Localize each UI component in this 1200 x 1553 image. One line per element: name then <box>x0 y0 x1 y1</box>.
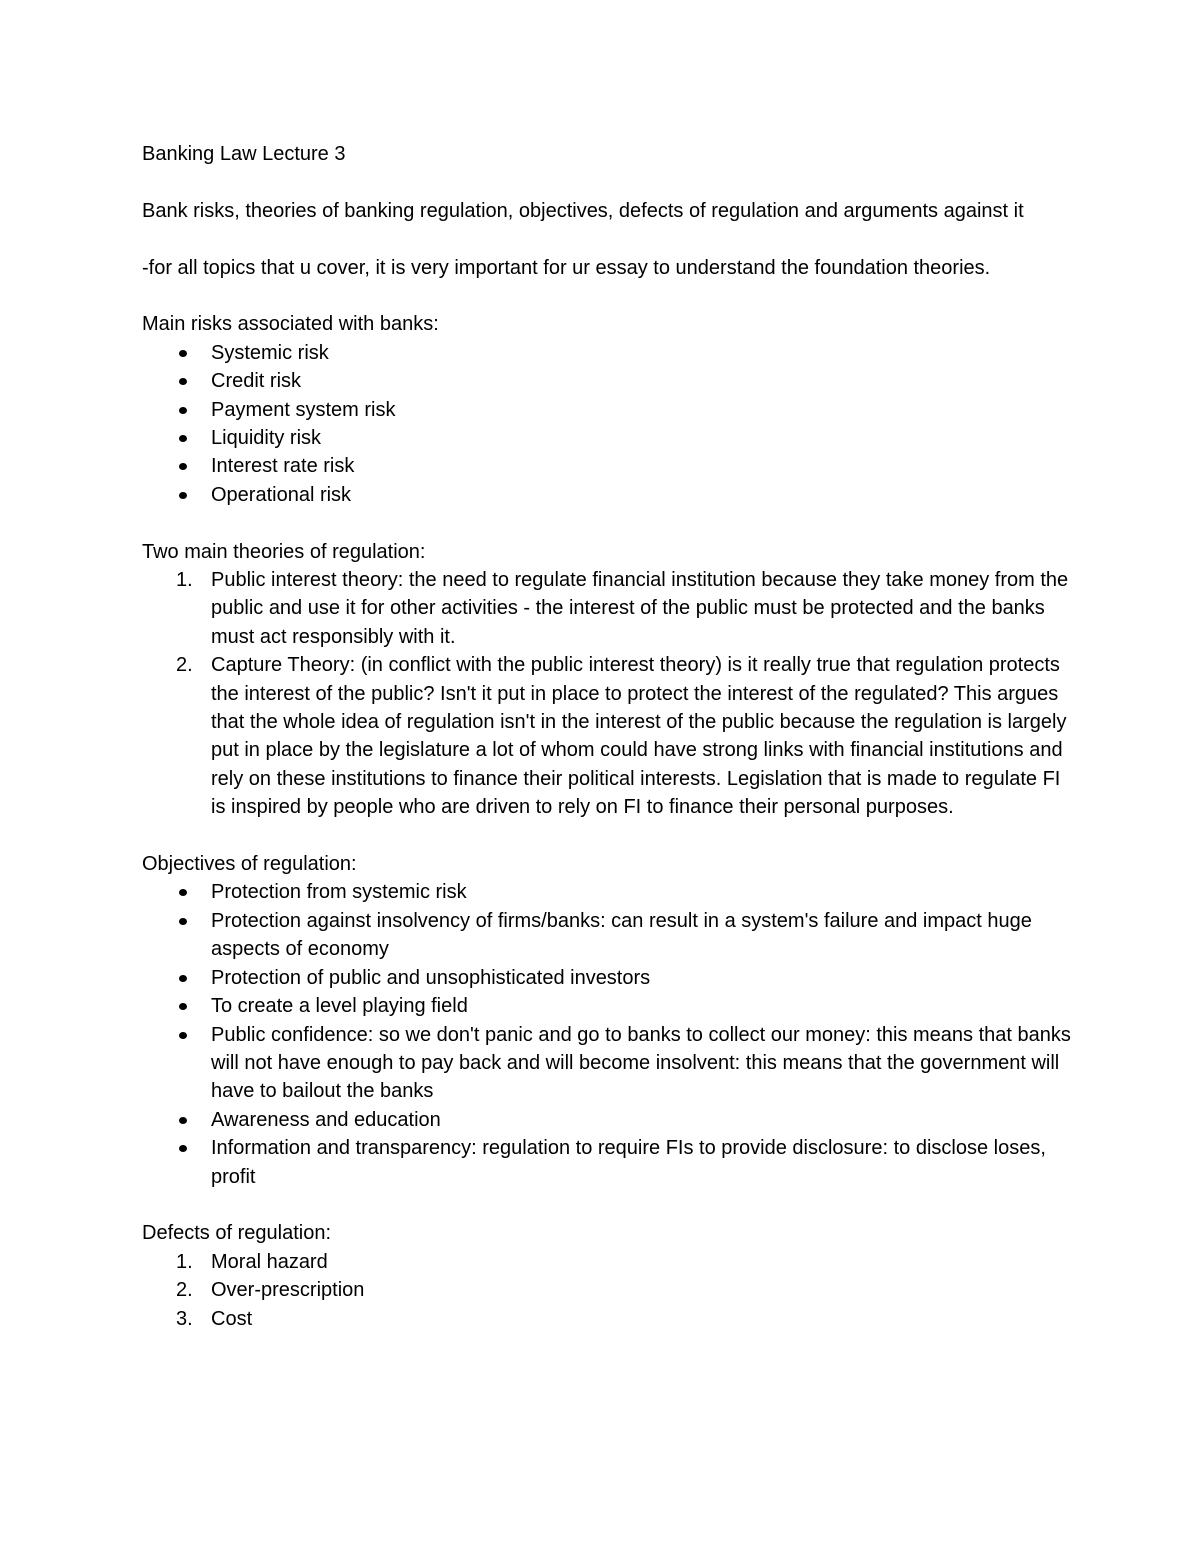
list-item <box>142 452 1072 480</box>
bullet-icon <box>179 975 187 982</box>
list-item-text: Interest rate risk <box>211 455 355 478</box>
bullet-icon <box>179 889 187 896</box>
bullet-icon <box>179 1145 187 1152</box>
bullet-icon <box>179 407 187 414</box>
list-item-text: To create a level playing field <box>211 995 468 1018</box>
list-item <box>142 964 1072 992</box>
list-item <box>142 367 1072 395</box>
bullet-icon <box>179 1003 187 1010</box>
spacer <box>142 1191 1072 1219</box>
bullet-icon <box>179 918 187 925</box>
spacer <box>142 509 1072 537</box>
document-page <box>142 140 1072 1333</box>
theories-heading: Two main theories of regulation: <box>142 540 426 563</box>
bullet-icon <box>179 463 187 470</box>
objectives-heading: Objectives of regulation: <box>142 853 357 876</box>
bullet-icon <box>179 1117 187 1124</box>
list-item-text: Moral hazard <box>211 1250 328 1273</box>
risks-list <box>142 339 1072 509</box>
risks-heading: Main risks associated with banks: <box>142 313 439 336</box>
list-number: 1. <box>176 569 193 592</box>
list-number: 1. <box>176 1250 193 1273</box>
list-item <box>142 1134 1072 1191</box>
study-note: -for all topics that u cover, it is very important for ur essay to understand the foundation theories. <box>142 256 991 279</box>
list-item-text: Operational risk <box>211 483 352 506</box>
defects-heading: Defects of regulation: <box>142 1222 331 1245</box>
list-item-text: Protection against insolvency of firms/banks: can result in a system's failure and impact huge aspects of economy <box>211 909 1032 961</box>
list-item-text: Awareness and education <box>211 1108 441 1131</box>
bullet-icon <box>179 492 187 499</box>
list-item-text: Payment system risk <box>211 398 396 421</box>
list-number: 3. <box>176 1307 193 1330</box>
list-item-text: Public interest theory: the need to regulate financial institution because they take money from the public and use it for other activities - the interest of the public must be protected and the banks must act responsibly with it. <box>211 569 1069 648</box>
list-number: 2. <box>176 1279 193 1302</box>
list-item <box>142 1248 1072 1276</box>
spacer <box>142 168 1072 196</box>
spacer <box>142 282 1072 310</box>
document-subtitle: Bank risks, theories of banking regulation, objectives, defects of regulation and arguments against it <box>142 199 1024 222</box>
document-title: Banking Law Lecture 3 <box>142 143 346 165</box>
list-item <box>142 339 1072 367</box>
list-item-text: Systemic risk <box>211 341 329 364</box>
list-item <box>142 1305 1072 1333</box>
list-item <box>142 396 1072 424</box>
list-item-text: Cost <box>211 1307 253 1330</box>
list-item <box>142 566 1072 651</box>
list-item-text: Over-prescription <box>211 1279 365 1302</box>
list-item <box>142 1276 1072 1304</box>
list-number: 2. <box>176 654 193 677</box>
list-item <box>142 1021 1072 1106</box>
bullet-icon <box>179 378 187 385</box>
list-item-text: Protection from systemic risk <box>211 881 467 904</box>
list-item <box>142 424 1072 452</box>
list-item <box>142 481 1072 509</box>
list-item <box>142 1106 1072 1134</box>
list-item <box>142 651 1072 821</box>
list-item <box>142 992 1072 1020</box>
spacer <box>142 225 1072 253</box>
list-item-text: Credit risk <box>211 370 302 393</box>
list-item <box>142 878 1072 906</box>
list-item <box>142 907 1072 964</box>
defects-list <box>142 1248 1072 1333</box>
list-item-text: Protection of public and unsophisticated investors <box>211 966 651 989</box>
spacer <box>142 822 1072 850</box>
list-item-text: Capture Theory: (in conflict with the public interest theory) is it really true that regulation protects the interest of the public? Isn't it put in place to protect the interest of the regulated? This argues that the whole idea of regulation isn't in the interest of the public because the regulation is largely put in place by the legislature a lot of whom could have strong links with financial institutions and rely on these institutions to finance their political interests. Legislation that is made to regulate FI is inspired by people who are driven to rely on FI to finance their personal purposes. <box>211 654 1067 819</box>
bullet-icon <box>179 435 187 442</box>
theories-list <box>142 566 1072 822</box>
bullet-icon <box>179 1032 187 1039</box>
bullet-icon <box>179 350 187 357</box>
objectives-list <box>142 878 1072 1190</box>
list-item-text: Public confidence: so we don't panic and go to banks to collect our money: this means that banks will not have enough to pay back and will become insolvent: this means that the government will have to bailout the banks <box>211 1023 1071 1103</box>
list-item-text: Information and transparency: regulation to require FIs to provide disclosure: to disclose loses, profit <box>211 1137 1046 1188</box>
list-item-text: Liquidity risk <box>211 427 322 450</box>
